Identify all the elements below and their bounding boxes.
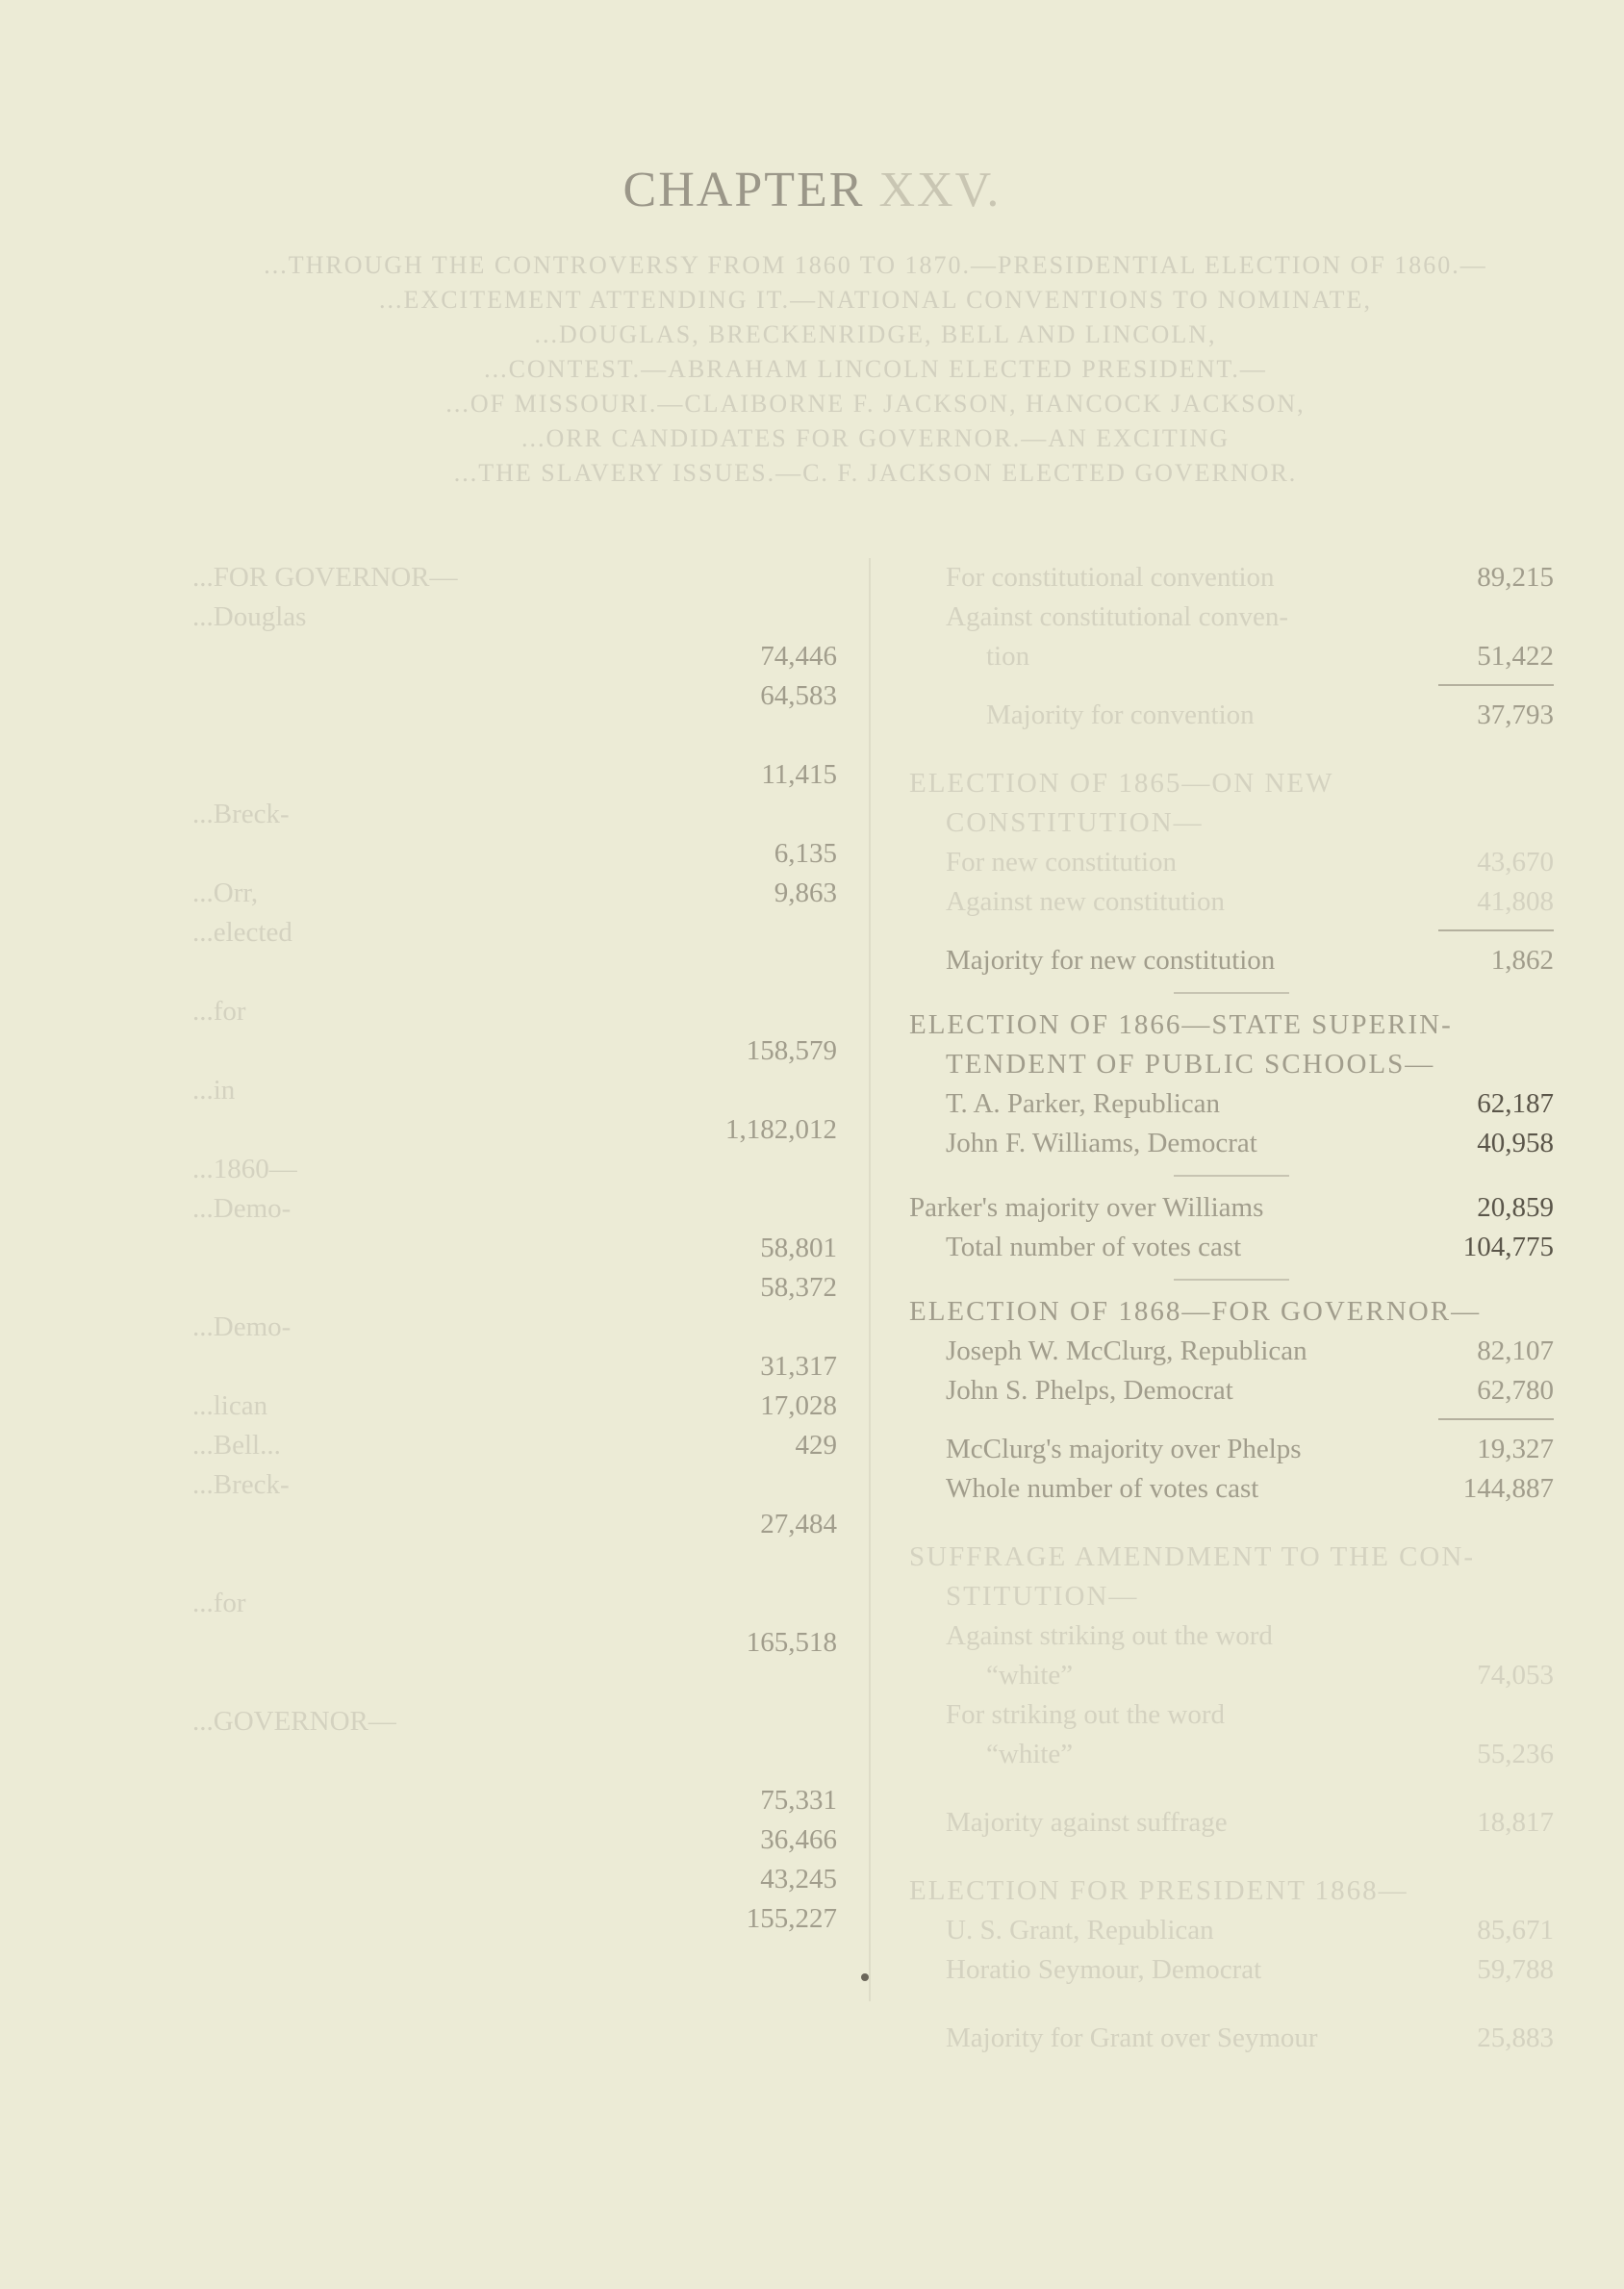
row-value: 59,788	[1477, 1954, 1554, 1985]
row-value: 55,236	[1477, 1739, 1554, 1769]
row-label: Majority for new constitution	[946, 945, 1276, 976]
row-value: 6,135	[774, 838, 837, 869]
table-row	[192, 558, 837, 598]
row-label: John S. Phelps, Democrat	[946, 1375, 1233, 1406]
table-row	[192, 1386, 837, 1426]
table-row	[192, 1702, 837, 1742]
row-label: ...FOR GOVERNOR—	[192, 562, 458, 593]
table-row	[909, 1911, 1554, 1950]
table-row	[192, 755, 837, 795]
table-row	[909, 882, 1554, 922]
table-row	[192, 795, 837, 834]
table-row	[192, 1031, 837, 1071]
table-row	[192, 1347, 837, 1386]
table-row	[909, 1616, 1554, 1656]
table-row	[909, 941, 1554, 980]
synopsis-line: ...THE SLAVERY ISSUES.—C. F. JACKSON ELECTED GOVERNOR.	[453, 459, 1298, 487]
row-value: 64,583	[760, 680, 837, 711]
row-label: Against constitutional conven-	[946, 601, 1288, 632]
row-value: 89,215	[1477, 562, 1554, 593]
table-row	[909, 1803, 1554, 1843]
row-value: 74,053	[1477, 1660, 1554, 1691]
row-value: 18,817	[1477, 1807, 1554, 1838]
row-label: ...for	[192, 996, 246, 1027]
table-row	[909, 843, 1554, 882]
row-label: ...Breck-	[192, 799, 290, 829]
section-rule	[1174, 992, 1289, 994]
table-row	[192, 1505, 837, 1544]
table-row	[192, 992, 837, 1031]
table-row	[909, 1695, 1554, 1735]
table-row	[192, 1110, 837, 1150]
chapter-number: XXV.	[878, 163, 1002, 217]
table-row	[192, 637, 837, 676]
row-label: Against new constitution	[946, 886, 1225, 917]
row-value: 41,808	[1477, 886, 1554, 917]
table-row	[192, 1584, 837, 1623]
table-row	[192, 913, 837, 953]
table-row	[192, 1742, 837, 1781]
table-row	[909, 1371, 1554, 1411]
row-label: ...lican	[192, 1390, 268, 1421]
row-label: ...for	[192, 1588, 246, 1618]
row-value: 9,863	[774, 877, 837, 908]
row-label: “white”	[986, 1739, 1074, 1769]
row-value: 25,883	[1477, 2022, 1554, 2053]
row-value: 58,372	[760, 1272, 837, 1303]
row-label: Majority for convention	[986, 699, 1255, 730]
row-value: 51,422	[1477, 641, 1554, 672]
row-value: 1,862	[1490, 945, 1554, 976]
row-label: John F. Williams, Democrat	[946, 1128, 1257, 1158]
row-value: 62,780	[1477, 1375, 1554, 1406]
row-value: 85,671	[1477, 1915, 1554, 1946]
synopsis-line: ...DOUGLAS, BRECKENRIDGE, BELL AND LINCOLN,	[534, 320, 1217, 348]
heading-text: ELECTION OF 1866—STATE SUPERIN-	[909, 1009, 1453, 1040]
row-label: Majority for Grant over Seymour	[946, 2022, 1318, 2053]
row-label: T. A. Parker, Republican	[946, 1088, 1221, 1119]
ink-dot	[861, 1973, 869, 1981]
row-label: Total number of votes cast	[946, 1232, 1242, 1262]
row-label: ...elected	[192, 917, 292, 948]
table-row	[192, 716, 837, 755]
row-label: “white”	[986, 1660, 1074, 1691]
heading-text: CONSTITUTION—	[946, 807, 1204, 838]
table-row	[909, 696, 1554, 735]
row-label: Horatio Seymour, Democrat	[946, 1954, 1262, 1985]
row-value: 144,887	[1462, 1473, 1554, 1504]
row-label: ...Bell...	[192, 1430, 281, 1461]
row-value: 75,331	[760, 1785, 837, 1816]
sum-rule	[1438, 684, 1554, 686]
heading-text: ELECTION FOR PRESIDENT 1868—	[909, 1875, 1408, 1906]
row-value: 17,028	[760, 1390, 837, 1421]
row-label: Against striking out the word	[946, 1620, 1273, 1651]
section-heading	[909, 803, 1554, 843]
row-label: ...Breck-	[192, 1469, 290, 1500]
row-value: 58,801	[760, 1233, 837, 1263]
table-row	[909, 1084, 1554, 1124]
table-row	[192, 1071, 837, 1110]
section-heading	[909, 1577, 1554, 1616]
left-column	[192, 558, 837, 1939]
synopsis-line: ...THROUGH THE CONTROVERSY FROM 1860 TO 1870.—PRESIDENTIAL ELECTION OF 1860.—	[264, 251, 1487, 279]
table-row	[909, 1656, 1554, 1695]
table-row	[192, 1899, 837, 1939]
table-row	[192, 1308, 837, 1347]
table-row	[909, 1469, 1554, 1509]
row-label: For striking out the word	[946, 1699, 1225, 1730]
row-label: tion	[986, 641, 1030, 672]
section-heading	[909, 764, 1554, 803]
table-row	[192, 1860, 837, 1899]
table-row	[192, 598, 837, 637]
row-label: For constitutional convention	[946, 562, 1275, 593]
table-row	[909, 1950, 1554, 1990]
column-divider	[869, 558, 871, 2001]
table-row	[192, 1189, 837, 1229]
table-row	[909, 1124, 1554, 1163]
section-heading	[909, 1871, 1554, 1911]
section-heading	[909, 1538, 1554, 1577]
table-row	[909, 598, 1554, 637]
table-row	[909, 1332, 1554, 1371]
row-label: Parker's majority over Williams	[909, 1192, 1264, 1223]
table-row	[909, 2019, 1554, 2058]
row-label: Majority against suffrage	[946, 1807, 1228, 1838]
row-value: 31,317	[760, 1351, 837, 1382]
row-label: For new constitution	[946, 847, 1178, 877]
table-row	[909, 1188, 1554, 1228]
table-row	[909, 558, 1554, 598]
heading-text: ELECTION OF 1865—ON NEW	[909, 768, 1334, 799]
row-value: 155,227	[746, 1903, 837, 1934]
table-row	[192, 1544, 837, 1584]
row-value: 37,793	[1477, 699, 1554, 730]
synopsis-line: ...EXCITEMENT ATTENDING IT.—NATIONAL CONVENTIONS TO NOMINATE,	[379, 286, 1372, 314]
row-value: 74,446	[760, 641, 837, 672]
row-value: 158,579	[746, 1035, 837, 1066]
section-heading	[909, 1045, 1554, 1084]
row-value: 62,187	[1477, 1088, 1554, 1119]
table-row	[909, 637, 1554, 676]
row-label: U. S. Grant, Republican	[946, 1915, 1214, 1946]
row-label: ...in	[192, 1075, 236, 1106]
table-row	[192, 676, 837, 716]
table-row	[192, 1820, 837, 1860]
section-rule	[1174, 1279, 1289, 1281]
table-row	[909, 1228, 1554, 1267]
row-value: 36,466	[760, 1824, 837, 1855]
table-row	[192, 1465, 837, 1505]
table-row	[192, 1229, 837, 1268]
chapter-synopsis	[192, 248, 1559, 491]
row-label: ...1860—	[192, 1154, 297, 1184]
row-label: ...Demo-	[192, 1311, 292, 1342]
row-value: 43,245	[760, 1864, 837, 1895]
row-value: 43,670	[1477, 847, 1554, 877]
row-value: 19,327	[1477, 1434, 1554, 1464]
row-label: McClurg's majority over Phelps	[946, 1434, 1302, 1464]
row-value: 20,859	[1477, 1192, 1554, 1223]
table-row	[192, 1663, 837, 1702]
table-row	[192, 1150, 837, 1189]
synopsis-line: ...ORR CANDIDATES FOR GOVERNOR.—AN EXCITING	[520, 424, 1230, 452]
table-row	[909, 1735, 1554, 1774]
table-row	[192, 834, 837, 874]
sum-rule	[1438, 1418, 1554, 1420]
table-row	[192, 1268, 837, 1308]
section-rule	[1174, 1175, 1289, 1177]
row-label: ...Orr,	[192, 877, 259, 908]
table-row	[192, 1623, 837, 1663]
table-row	[192, 1426, 837, 1465]
heading-text: ELECTION OF 1868—FOR GOVERNOR—	[909, 1296, 1482, 1327]
row-label: ...Douglas	[192, 601, 307, 632]
row-value: 165,518	[746, 1627, 837, 1658]
row-value: 104,775	[1462, 1232, 1554, 1262]
synopsis-line: ...CONTEST.—ABRAHAM LINCOLN ELECTED PRESIDENT.—	[484, 355, 1267, 383]
row-value: 11,415	[761, 759, 837, 790]
row-label: ...Demo-	[192, 1193, 292, 1224]
chapter-word: CHAPTER	[622, 163, 865, 217]
row-label: Joseph W. McClurg, Republican	[946, 1335, 1307, 1366]
heading-text: SUFFRAGE AMENDMENT TO THE CON-	[909, 1541, 1475, 1572]
section-heading	[909, 1005, 1554, 1045]
row-value: 27,484	[760, 1509, 837, 1539]
sum-rule	[1438, 929, 1554, 931]
heading-text: STITUTION—	[946, 1581, 1139, 1612]
table-row	[192, 1781, 837, 1820]
heading-text: TENDENT OF PUBLIC SCHOOLS—	[946, 1049, 1435, 1080]
row-label: ...GOVERNOR—	[192, 1706, 396, 1737]
table-row	[192, 874, 837, 913]
table-row	[909, 1430, 1554, 1469]
row-value: 429	[795, 1430, 837, 1461]
row-value: 82,107	[1477, 1335, 1554, 1366]
table-row	[192, 953, 837, 992]
row-value: 1,182,012	[725, 1114, 837, 1145]
chapter-title	[0, 162, 1624, 218]
section-heading	[909, 1292, 1554, 1332]
row-value: 40,958	[1477, 1128, 1554, 1158]
row-label: Whole number of votes cast	[946, 1473, 1259, 1504]
right-column	[909, 558, 1554, 2058]
synopsis-line: ...OF MISSOURI.—CLAIBORNE F. JACKSON, HANCOCK JACKSON,	[445, 390, 1306, 418]
